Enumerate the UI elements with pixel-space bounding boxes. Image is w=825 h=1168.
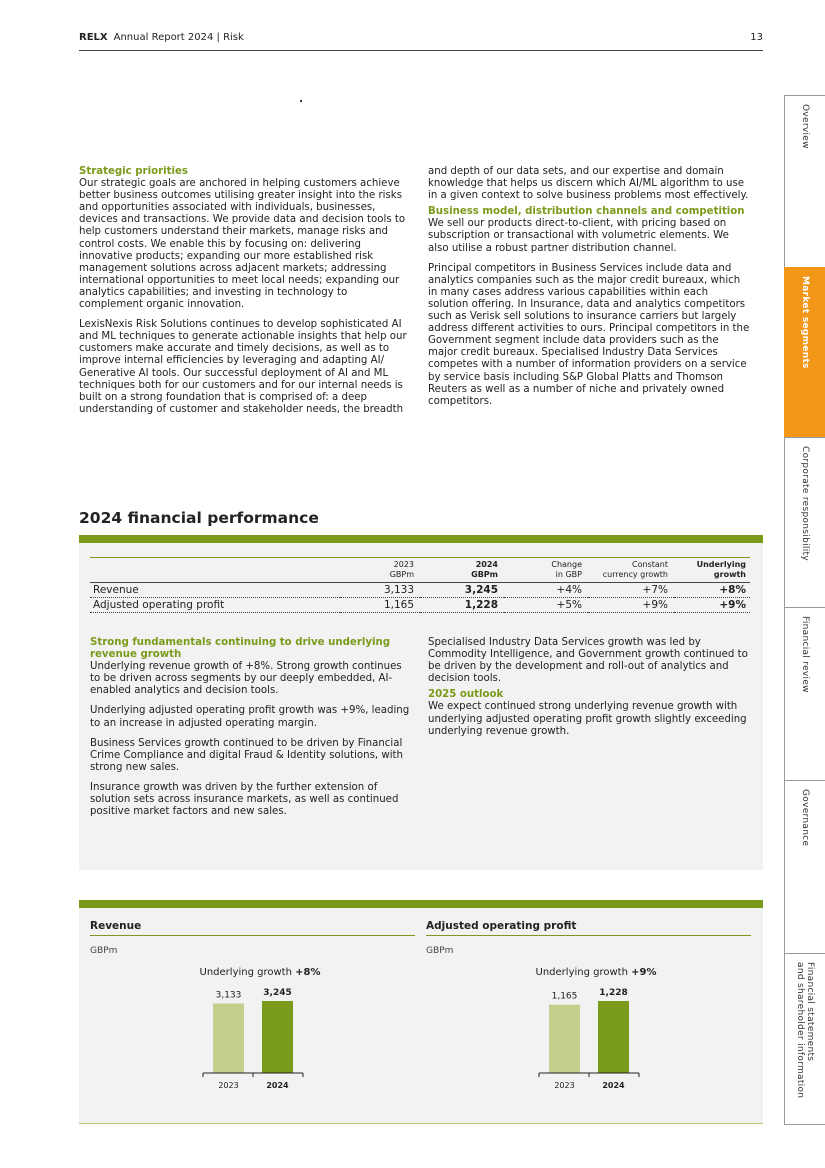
profit-chart	[486, 960, 706, 1100]
cell-2023: 3,133	[340, 583, 420, 598]
value-label: 1,228	[599, 988, 628, 998]
report-title: Annual Report 2024 | Risk	[113, 32, 244, 43]
tab-label: Market segments	[800, 276, 810, 369]
page-header	[79, 32, 763, 51]
side-navigation	[784, 95, 825, 1125]
tab-corporate-responsibility[interactable]	[784, 437, 825, 607]
business-column	[428, 166, 750, 416]
business-model-paragraph-2: Principal competitors in Business Services include data and analytics companies such as the major credit bureaux, which in many cases address various capabilities within each solution offering. In Insurance, data and analytics competitors such as Verisk sell solutions to insurance carriers but largely address different activities to ours. Principal competitors in the Government segment include data providers such as the major credit bureaux. Specialised Industry Data Services competes with a number of information providers on a service by service basis including S&P Global Platts and Thomson Reuters as well as a number of niche and privately owned competitors.	[428, 262, 750, 407]
performance-paragraph-3: Business Services growth continued to be driven by Financial Crime Compliance and digital Fraud & Identity solutions, with strong new sales.	[90, 737, 403, 773]
tab-label: Governance	[800, 789, 810, 847]
performance-paragraph-5: Specialised Industry Data Services growth was led by Commodity Intelligence, and Government growth continued to be driven by the development and roll-out of analytics and decision tools.	[428, 637, 748, 685]
growth-label: Underlying growth +8%	[199, 967, 321, 978]
header-2024: 2024 GBPm	[420, 558, 504, 583]
tab-financial-statements[interactable]	[784, 953, 825, 1125]
bar-2024	[262, 1001, 293, 1073]
profit-chart-unit: GBPm	[426, 946, 454, 956]
business-model-heading: Business model, distribution channels and competition	[428, 206, 745, 218]
strategic-paragraph-1: Our strategic goals are anchored in helping customers achieve better business outcomes utilising greater insight into the risks and opportunities associated with individuals, businesses, devices and transactions. We provide data and decision tools to help customers understand their markets, manage risks and control costs. We enable this by focusing on: delivering innovative products; expanding our more established risk management solutions across adjacent markets; addressing international opportunities to meet local needs; expanding our analytics capabilities; and investing in technology to complement organic innovation.	[79, 178, 406, 311]
financial-performance-title: 2024 financial performance	[79, 509, 319, 527]
tab-financial-review[interactable]	[784, 607, 825, 780]
category-label: 2024	[266, 1081, 289, 1090]
tab-label: Overview	[800, 104, 810, 149]
category-label: 2024	[602, 1081, 625, 1090]
value-label: 3,133	[215, 990, 242, 1001]
outlook-paragraph: We expect continued strong underlying revenue growth with underlying adjusted operating profit growth slightly exceeding underlying revenue growth.	[428, 701, 747, 737]
cell-underlying: +8%	[674, 583, 750, 598]
strategic-paragraph-2: LexisNexis Risk Solutions continues to develop sophisticated AI and ML techniques to generate actionable insights that help our customers make accurate and timely decisions, as well as to improve internal efficiencies by leveraging and adapting AI/ Generative AI tools. Our successful deployment of AI and ML techniques both for our customers and for our internal needs is built on a strong foundation that is comprised of: a deep understanding of customer and stakeholder needs, the breadth	[79, 319, 407, 415]
performance-left-column	[90, 637, 415, 826]
strategic-paragraph-3: and depth of our data sets, and our expertise and domain knowledge that helps us discern which AI/ML algorithm to use in a given context to solve business problems most effectively.	[428, 166, 749, 202]
table-header-row	[90, 558, 750, 583]
header-2023: 2023 GBPm	[340, 558, 420, 583]
profit-chart-title: Adjusted operating profit	[426, 920, 751, 936]
value-label: 1,165	[551, 991, 578, 1002]
bar-2024	[598, 1001, 629, 1073]
brand-logo: RELX	[79, 32, 108, 43]
decorative-dot	[300, 100, 302, 102]
row-label: Adjusted operating profit	[90, 598, 340, 613]
performance-paragraph-2: Underlying adjusted operating profit growth was +9%, leading to an increase in adjusted operating margin.	[90, 705, 410, 729]
revenue-chart-unit: GBPm	[90, 946, 118, 956]
table-row	[90, 583, 750, 598]
cell-underlying: +9%	[674, 598, 750, 613]
growth-label: Underlying growth +9%	[535, 967, 657, 978]
bar-2023	[213, 1003, 244, 1073]
value-label: 3,245	[263, 988, 292, 998]
cell-2024: 1,228	[420, 598, 504, 613]
business-model-paragraph-1: We sell our products direct-to-client, with pricing based on subscription or transactional with volumetric elements. We also utilise a robust partner distribution channel.	[428, 218, 729, 254]
tab-label: Corporate responsibility	[800, 446, 810, 561]
row-label: Revenue	[90, 583, 340, 598]
cell-2024: 3,245	[420, 583, 504, 598]
header-change: Change in GBP	[504, 558, 588, 583]
header-blank	[90, 558, 340, 583]
cell-change: +4%	[504, 583, 588, 598]
financial-table	[90, 557, 750, 613]
outlook-heading: 2025 outlook	[428, 689, 504, 701]
revenue-chart-title: Revenue	[90, 920, 415, 936]
strategic-heading: Strategic priorities	[79, 166, 188, 177]
tab-label: Financial statements and shareholder information	[795, 962, 815, 1099]
tab-label: Financial review	[800, 616, 810, 693]
header-underlying: Underlying growth	[674, 558, 750, 583]
performance-paragraph-4: Insurance growth was driven by the further extension of solution sets across insurance markets, as well as continued positive market factors and new sales.	[90, 781, 399, 818]
category-label: 2023	[218, 1081, 239, 1090]
header-left	[79, 32, 244, 50]
table-row	[90, 598, 750, 613]
tab-overview[interactable]	[784, 95, 825, 267]
performance-paragraph-1: Underlying revenue growth of +8%. Strong growth continues to be driven across segments by our deeply embedded, AI-enabled analytics and decision tools.	[90, 661, 402, 697]
header-constant: Constant currency growth	[588, 558, 674, 583]
page-number: 13	[750, 32, 763, 43]
bar-2023	[549, 1005, 580, 1073]
strong-fundamentals-heading: Strong fundamentals continuing to drive underlying revenue growth	[90, 637, 391, 661]
category-label: 2023	[554, 1081, 575, 1090]
cell-constant: +9%	[588, 598, 674, 613]
tab-governance[interactable]	[784, 780, 825, 953]
tab-market-segments[interactable]	[784, 267, 825, 437]
performance-right-column	[428, 637, 750, 746]
revenue-chart	[150, 960, 370, 1100]
strategic-column	[79, 166, 411, 424]
cell-change: +5%	[504, 598, 588, 613]
cell-2023: 1,165	[340, 598, 420, 613]
cell-constant: +7%	[588, 583, 674, 598]
